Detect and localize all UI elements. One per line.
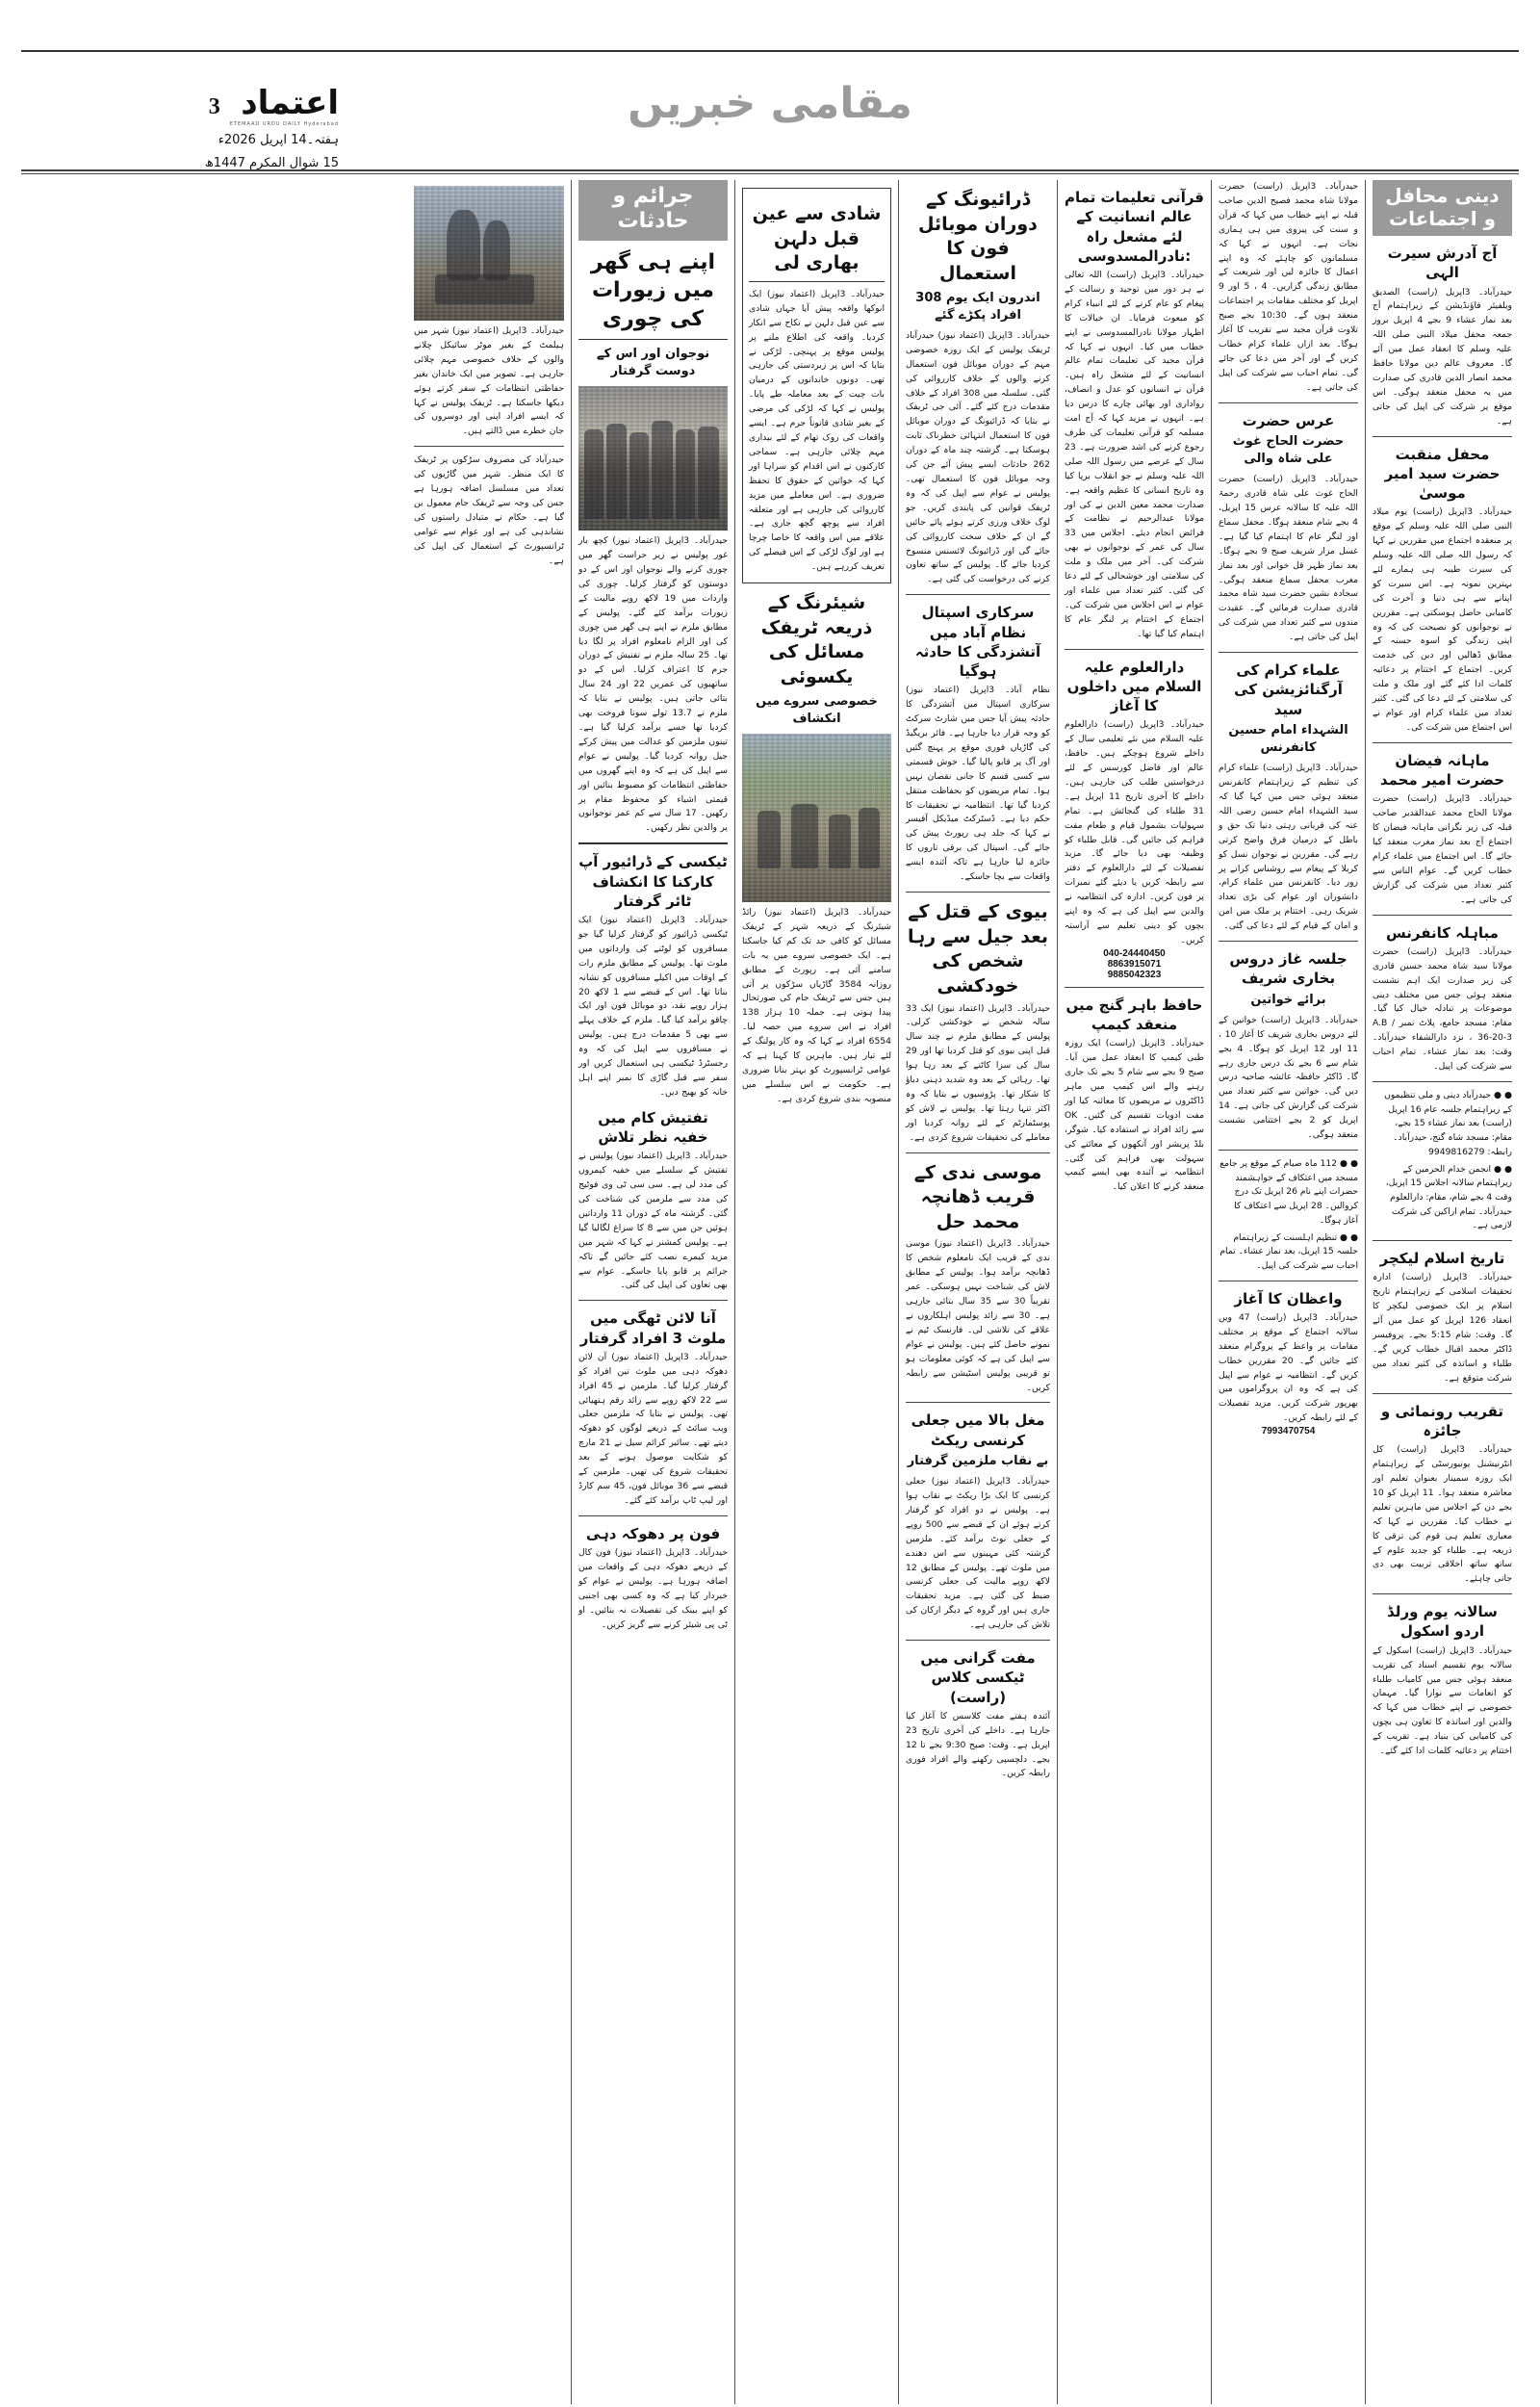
article-body: حیدرآباد۔ 3اپریل (راست) یوم میلاد النبی صلی اللہ علیہ وسلم کے موقع پر منعقدہ اجتماع میں مقررین نے کہا کہ رسول اللہ صلی اللہ علیہ وسلم کی سیرت طیبہ ہی ہمارے لئے بہترین نمونہ ہے۔ اس سیرت کو اپنانے سے ہی دنیا و آخرت کی کامیابی حاصل ہوسکتی ہے۔ مقررین نے نوجوانوں کو نصیحت کی کہ وہ اپنی زندگی کو اسوہ حسنہ کے مطابق ڈھالیں اور دین کی خدمت کریں۔ اجتماع کے اختتام پر دعائیہ کلمات ادا کئے گئے اور ملک و ملت کی سلامتی کے لئے دعا کی گئی۔ کثیر تعداد میں علماء کرام اور عوام نے اس اجتماع میں شرکت کی۔	[1373, 506, 1513, 733]
subheadline: بے نقاب ملزمین گرفتار	[907, 1453, 1049, 1468]
article-photo-traffic	[742, 734, 891, 902]
article-body: حیدرآباد۔ 3اپریل (اعتماد نیوز) جعلی کرنسی کا ایک بڑا ریکٹ بے نقاب ہوا ہے۔ پولیس نے دو افراد کو گرفتار کرتے ہوئے ان کے قبضے سے 500 روپے کے جعلی نوٹ برآمد کئے۔ ملزمین گزشتہ کئی مہینوں سے اس دھندے میں ملوث تھے۔ پولیس کے مطابق 12 لاکھ روپے مالیت کی جعلی کرنسی ضبط کی گئی ہے۔ مزید تحقیقات جاری ہیں اور گروہ کے دیگر ارکان کی تلاش کی جارہی ہے۔	[906, 1476, 1050, 1631]
article-photo-motorbike	[414, 186, 564, 321]
article-body: حیدرآباد۔ 3اپریل (اعتماد نیوز) فون کال کے ذریعے دھوکہ دہی کے واقعات میں اضافہ ہورہا ہے۔ پولیس نے عوام کو خبردار کیا ہے کہ وہ کسی بھی اجنبی کو اپنے بینک کی تفصیلات نہ بتائیں۔ او ٹی پی شیئر کرنے سے گریز کریں۔	[578, 1547, 728, 1630]
headline-rule	[749, 281, 885, 282]
divider	[1373, 1081, 1512, 1082]
photo-figure	[829, 815, 851, 868]
divider	[578, 1515, 728, 1516]
headline: شادی سے عین قبل دلہن بھاری لی	[752, 203, 882, 274]
article-body: حیدرآباد۔ 3اپریل (اعتماد نیوز) کچھ بار غور پولیس نے زیر حراست گھر میں چوری کرنے والے نوجوان اور اس کے دو دوستوں کو گرفتار کرلیا۔ چوری کی واردات میں 19 لاکھ روپے مالیت کے زیورات برآمد کئے گئے۔ پولیس کے مطابق ملزم نے اپنے ہی گھر میں چوری کی اور الزام نامعلوم افراد پر لگا دیا تھا۔ 25 سالہ ملزم نے تفتیش کے دوران جرم کا اعتراف کرلیا۔ اس کے دو ساتھیوں کی عمریں 22 اور 24 سال بتائی جاتی ہیں۔ پولیس نے بتایا کہ ملزم نے 13.7 تولے سونا فروخت بھی کردیا تھا جسے برآمد کرلیا گیا ہے۔ تینوں ملزمین کو عدالت میں پیش کرکے جیل روانہ کردیا گیا۔ پولیس نے عوام سے اپیل کی ہے کہ وہ اپنے گھروں میں حفاظتی انتظامات کو مضبوط بنائیں اور قیمتی اشیاء کو محفوظ مقام پر رکھیں۔ 17 سال سے کم عمر نوجوانوں پر والدین نظر رکھیں۔	[578, 535, 729, 834]
contact-phone: 7993470754	[1261, 1426, 1316, 1437]
headline: قرآنی تعلیمات تمام عالم انسانیت کے لئے مشعل راہ :نادرالمسدوسی	[1065, 189, 1204, 265]
date-hijri: 15 شوال المکرم 1447ھ	[204, 155, 339, 170]
divider	[1373, 1393, 1512, 1394]
article-body: حیدرآباد۔ 3اپریل (راست) اللہ تعالی نے ہر دور میں توحید و رسالت کے پیغام کو عام کرنے کے لئے انبیاء کرام کو مبعوث فرمایا۔ ان خیالات کا اظہار مولانا نادرالمسدوسی نے اپنے خطاب میں کیا۔ انہوں نے کہا کہ قرآن مجید کی تعلیمات تمام عالم انسانیت کے لئے مشعل راہ ہیں۔ قرآن نے انسانوں کو عدل و انصاف، رواداری اور بھائی چارے کا درس دیا ہے۔ انہوں نے مزید کہا کہ آج امت مسلمہ کو قرآنی تعلیمات کی طرف رجوع کرنے کی اشد ضرورت ہے۔ 23 سال کے عرصے میں رسول اللہ صلی اللہ علیہ وسلم نے جو انقلاب برپا کیا وہ تاریخ انسانی کا عظیم واقعہ ہے۔ صدارت محمد معین الدین نے کی اور مولانا عبدالرحیم نے نظامت کے فرائض انجام دیئے۔ اجلاس میں 33 سال کی عمر کے نوجوانوں نے بھی شرکت کی۔ آخر میں ملک و ملت کی سلامتی اور خوشحالی کے لئے دعا کی گئی۔ کثیر تعداد میں علماء اور عوام نے اس اجلاس میں شرکت کی۔ اجتماع کے اختتام پر لنگر عام کا اہتمام کیا گیا تھا۔	[1065, 270, 1205, 639]
page-number: 3	[208, 94, 220, 119]
divider	[414, 446, 564, 447]
column-crime-2	[734, 180, 898, 2404]
article-body: حیدرآباد۔ 3اپریل (راست) خواتین کے لئے دروس بخاری شریف کا آغاز 10 ، 11 اور 12 اپریل کو ہوگا۔ 4 بجے شام سے 6 بجے تک درس جاری رہے گا۔ ڈاکٹر حافظہ عائشہ صاحبہ درس دیں گی۔ خواتین سے کثیر تعداد میں شرکت کی گزارش کی جاتی ہے۔ 14 اپریل کو 2 بجے اختتامی نشست منعقد ہوگی۔	[1219, 1014, 1358, 1141]
headline: مباہلہ کانفرنس	[1386, 923, 1499, 942]
headline: ڈرائیونگ کے دوران موبائل فون کا استعمال	[918, 189, 1038, 284]
photo-figure-bike	[435, 274, 534, 304]
headline-rule	[578, 339, 728, 340]
divider	[1373, 1240, 1512, 1241]
subheadline: اندرون ایک یوم 308 افراد پکڑے گئے	[915, 290, 1040, 323]
headline: جلسہ غاز دروس بخاری شریف	[1229, 950, 1348, 988]
divider	[1373, 1593, 1512, 1594]
section-header-religious: دینی محافل و اجتماعات	[1373, 180, 1512, 236]
article-body: آئندہ ہفتے مفت کلاسس کا آغاز کیا جارہا ہے۔ داخلے کی آخری تاریخ 23 اپریل ہے۔ وقت: صبح 9:30 بجے تا 12 بجے۔ دلچسپی رکھنے والے افراد فوری رابطہ کریں۔	[906, 1710, 1050, 1779]
article-body: نظام آباد۔ 3اپریل (اعتماد نیوز) سرکاری اسپتال میں آتشزدگی کا حادثہ پیش آیا جس میں شارٹ سرکٹ کو وجہ قرار دیا جارہا ہے۔ فائر بریگیڈ کی گاڑیاں فوری موقع پر پہنچ گئیں اور آگ پر قابو پالیا گیا۔ خوش قسمتی سے کسی قسم کا جانی نقصان نہیں ہوا۔ تمام مریضوں کو بحفاظت منتقل کردیا گیا تھا۔ انتظامیہ نے تحقیقات کا حکم دیا ہے۔ ڈسٹرکٹ میڈیکل آفیسر نے کہا کہ جلد ہی رپورٹ پیش کی جائے گی۔ اسپتال کی برقی تاروں کا جائزہ لیا جارہا ہے تاکہ آئندہ ایسے واقعات سے بچا جاسکے۔	[906, 685, 1050, 883]
headline: حافظ باہر گنج میں منعقد کیمپ	[1065, 996, 1203, 1034]
photo-figure	[676, 429, 695, 519]
masthead	[21, 50, 1519, 170]
photo-figure	[652, 421, 673, 519]
photo-figure	[629, 432, 649, 519]
notices-list	[1373, 1089, 1512, 1233]
section-header-crime: جرائم و حادثات	[578, 180, 728, 241]
divider	[578, 1300, 728, 1301]
divider	[906, 1640, 1050, 1641]
divider	[1065, 987, 1204, 988]
divider	[906, 594, 1050, 595]
photo-figure	[606, 424, 626, 519]
article-body: حیدرآباد۔ 3اپریل (اعتماد نیوز) حیدرآباد ٹریفک پولیس کے ایک روزہ خصوصی مہم کے دوران موبائل فون استعمال کرنے والوں کے خلاف کارروائی کی گئی۔ سلسلہ میں 308 افراد کے خلاف مقدمات درج کئے گئے۔ آئی جی ٹریفک نے بتایا کہ ڈرائیونگ کے دوران موبائل فون کا استعمال انتہائی خطرناک ثابت ہوسکتا ہے۔ گزشتہ چند ماہ کے دوران 262 حادثات ایسے پیش آئے جن کی وجہ موبائل فون کا استعمال تھی۔ پولیس نے عوام سے اپیل کی کہ وہ ٹریفک قوانین کی پابندی کریں۔ جو لوگ خلاف ورزی کرتے ہوئے پائے جائیں گے ان کے خلاف سخت کارروائی کی جائے گی اور ڈرائیونگ لائسنس منسوخ کردیا جائے گا۔ پولیس کے ساتھ تعاون کرنے کی درخواست کی گئی ہے۔	[906, 329, 1051, 585]
headline: مغل بالا میں جعلی کرنسی ریکٹ	[911, 1411, 1045, 1449]
divider	[1065, 649, 1204, 650]
article-body: حیدرآباد۔ 3اپریل (راست) ایک روزہ طبی کیمپ کا انعقاد عمل میں آیا۔ صبح 9 بجے سے شام 5 بجے تک جاری رہنے والے اس کیمپ میں ماہر ڈاکٹروں نے مریضوں کا معائنہ کیا اور مفت ادویات تقسیم کی گئیں۔ OK سے زائد افراد نے استفادہ کیا۔ شوگر، بلڈ پریشر اور آنکھوں کے معائنے کی سہولت بھی فراہم کی گئی۔ انتظامیہ نے آئندہ بھی ایسے کیمپ منعقد کرنے کا اعلان کیا۔	[1065, 1038, 1205, 1193]
column-religious-3	[1057, 180, 1211, 2404]
headline: بیوی کے قتل کے بعد جیل سے رہا شخص کی خودکشی	[907, 900, 1049, 996]
subheadline: برائے خواتین	[1250, 992, 1326, 1007]
divider	[906, 1402, 1050, 1403]
article-body: حیدرآباد۔ 3اپریل (راست) کل انٹرنیشنل یونیورسٹی کے زیراہتمام ایک روزہ سمینار بعنوان تعلیم اور معاشرہ منعقد ہوا۔ 11 اپریل کو 10 بجے دن کے اجلاس میں ماہرین تعلیم نے خطاب کیا۔ مقررین نے کہا کہ معیاری تعلیم ہی قوم کی ترقی کا ذریعہ ہے۔ طلباء کو جدید علوم کے ساتھ ساتھ اخلاقی تربیت بھی دی جانی چاہئے۔	[1373, 1444, 1512, 1585]
paper-logo: اعتماد ETEMAAD URDU DAILY Hyderabad	[229, 84, 339, 127]
article-body: حیدرآباد۔ 3اپریل (اعتماد نیوز) ایک ٹیکسی ڈرائیور کو گرفتار کرلیا گیا جو مسافروں کو لوٹنے کی وارداتوں میں ملوث تھا۔ پولیس کے مطابق ملزم رات کے اوقات میں اکیلے مسافروں کو نشانہ بناتا تھا۔ اس کے قبضے سے 1 لاکھ 20 ہزار روپے نقد، دو موبائل فون اور ایک چاقو برآمد کیا گیا۔ ملزم کے خلاف پہلے سے بھی 5 مقدمات درج ہیں۔ پولیس نے مسافروں سے اپیل کی کہ وہ رجسٹرڈ ٹیکسی ہی استعمال کریں اور سفر سے قبل گاڑی کا نمبر اپنے اہل خانہ کو بھیج دیں۔	[578, 915, 729, 1098]
headline: ٹیکسی کے ڈرائیور آپ کارکنا کا انکشاف ٹائر گرفتار	[578, 853, 728, 910]
photo-figure	[791, 804, 818, 868]
headline: محفل منقبت حضرت سید امیر موسیٰ	[1384, 445, 1501, 503]
headline: سالانہ یوم ورلڈ اردو اسکول	[1387, 1603, 1498, 1641]
paper-logo-subtitle: ETEMAAD URDU DAILY Hyderabad	[229, 121, 339, 127]
headline: دارالعلوم علیہ السلام میں داخلوں کا آغاز	[1066, 658, 1202, 715]
divider	[906, 1152, 1050, 1153]
lead-headline: اپنے ہی گھر میں زیورات کی چوری	[590, 249, 716, 332]
column-crime-3	[571, 180, 734, 2404]
headline: عرس حضرت	[1242, 411, 1335, 429]
subheadline: الشہداء امام حسین کانفرنس	[1228, 722, 1348, 756]
photo-figure-passenger	[483, 220, 510, 280]
column-crime-1	[898, 180, 1057, 2404]
headline: فون پر دھوکہ دہی	[585, 1524, 721, 1542]
article-body: حیدرآباد۔ 3اپریل (راست) علماء کرام کی تنظیم کے زیراہتمام کانفرنس منعقد ہوئی جس میں کہا گیا کہ سید الشہداء امام حسین رضی اللہ عنہ کی قربانی رہتی دنیا تک حق و باطل کے درمیان فرق واضح کرتی رہے گی۔ مقررین نے نوجوان نسل کو کربلا کے پیغام سے روشناس کرانے پر زور دیا۔ کانفرنس میں علماء کرام، دانشوران اور عوام کی بڑی تعداد شریک رہی۔ اختتام پر ملک میں امن و امان کے قیام کے لئے دعا کی گئی۔	[1219, 763, 1358, 932]
article-body: حیدرآباد۔ 3اپریل (راست) حضرت مولانا شاہ محمد فصیح الدین صاحب قبلہ نے اپنے خطاب میں کہا کہ قرآن و سنت کی پیروی میں ہی ہماری نجات ہے۔ انہوں نے کہا کہ مسلمانوں کو چاہئے کہ وہ اپنے اعمال کا جائزہ لیں اور شریعت کے مطابق زندگی گزاریں۔ 4 ، 5 اور 9 اپریل کو مختلف مقامات پر اجتماعات منعقد ہوں گے۔ 10:30 بجے صبح تلاوت قرآن مجید سے تقریب کا آغاز ہوگا۔ بعد ازاں علماء کرام خطاب کریں گے اور آخر میں دعا کی جائے گی۔ تمام احباب سے شرکت کی اپیل کی جاتی ہے۔	[1219, 181, 1358, 393]
headline: شیئرنگ کے ذریعہ ٹریفک مسائل کی یکسوئی	[760, 592, 873, 687]
article-body: حیدرآباد۔ 3اپریل (راست) الصدیق ویلفیئر فاؤنڈیشن کے زیراہتمام آج بعد نماز عشاء 9 بجے 4 اپریل بروز جمعہ محفل میلاد النبی صلی اللہ علیہ وسلم کا انعقاد عمل میں آئے گا۔ معروف عالم دین مولانا حافظ محمد انصار الدین قادری کی صدارت میں یہ محفل منعقد ہوگی۔ اس موقع پر شرکت کی اپیل کی جاتی ہے۔	[1373, 286, 1512, 427]
masthead-rule-2	[21, 173, 1519, 174]
headline: سرکاری اسپتال نظام آباد میں آتشزدگی کا حادثہ ہوگیا	[914, 604, 1041, 680]
divider	[1219, 941, 1358, 942]
headline: واعظان کا آغاز	[1234, 1289, 1343, 1307]
photo-figure	[584, 429, 603, 519]
photo-figure	[757, 811, 782, 868]
headline: ماہانہ فیضان حضرت امیر محمد	[1379, 751, 1505, 789]
divider	[578, 842, 728, 844]
article-body: حیدرآباد۔ 3اپریل (راست) حضرت مولانا الحاج محمد عبدالقدیر صاحب قبلہ کی زیر نگرانی ماہانہ فیضان کا اجتماع آج بعد نماز مغرب منعقد کیا جائے گا۔ اس اجتماع میں علماء کرام خطاب کریں گے۔ عوام الناس سے کثیر تعداد میں شرکت کی گزارش کی جاتی ہے۔	[1373, 793, 1512, 905]
article-body: حیدرآباد۔ 3اپریل (اعتماد نیوز) موسی ندی کے قریب ایک نامعلوم شخص کا ڈھانچہ برآمد ہوا۔ پولیس کے مطابق لاش کی شناخت نہیں ہوسکی۔ عمر تقریباً 30 سے 35 سال بتائی جارہی ہے۔ 30 سے زائد پولیس اہلکاروں نے علاقے کی تلاشی لی۔ فارنسک ٹیم نے نمونے حاصل کئے ہیں۔ پولیس نے عوام سے اپیل کی ہے کہ کوئی معلومات ہو تو قریبی پولیس اسٹیشن سے رابطہ کریں۔	[906, 1238, 1051, 1393]
subheadline: حضرت الحاج غوث علی شاہ والی	[1232, 433, 1345, 467]
article-body: حیدرآباد۔ 3اپریل (اعتماد نیوز) ایک 33 سالہ شخص نے خودکشی کرلی۔ پولیس کے مطابق ملزم نے چند سال قبل اپنی بیوی کو قتل کردیا تھا اور 29 سال کی سزا کاٹنے کے بعد رہا ہوا تھا۔ رہائی کے بعد وہ شدید ذہنی دباؤ کا شکار تھا۔ پڑوسیوں نے بتایا کہ وہ اکثر تنہا رہتا تھا۔ پولیس نے لاش کو پوسٹمارٹم کے لئے روانہ کردیا اور معاملے کی تحقیقات شروع کردی ہے۔	[906, 1002, 1051, 1143]
divider	[1219, 1150, 1358, 1151]
article-body: حیدرآباد۔ 3اپریل (راست) 47 ویں سالانہ اجتماع کے موقع پر مختلف مقامات پر واعظ کے پروگرام منعقد کئے جائیں گے۔ 20 مقررین خطاب کریں گے۔ انتظامیہ نے عوام سے اپیل کی ہے کہ وہ ان پروگراموں میں بھرپور شرکت کریں۔ مزید تفصیلات کے لئے رابطہ کریں۔	[1219, 1311, 1358, 1424]
headline: تقریب رونمائی و جائزہ	[1380, 1402, 1504, 1439]
sub-headline-2: تفتیش کام میں خفیہ نظر تلاش	[598, 1108, 708, 1147]
photo-figure	[698, 427, 719, 519]
notice-item: ● ● حیدرآباد دینی و ملی تنظیموں کے زیراہتمام جلسہ عام 16 اپریل (راست) بعد نماز عشاء 15 بجے، مقام: مسجد شاہ گنج، حیدرآباد۔ رابطہ: 9949816279	[1384, 1089, 1512, 1157]
divider	[906, 892, 1050, 893]
column-crime-4	[407, 180, 571, 2404]
divider	[1219, 652, 1358, 653]
lead-subheadline: نوجوان اور اس کے دوست گرفتار	[596, 346, 710, 379]
divider	[1373, 436, 1512, 437]
article-body: حیدرآباد۔ 3اپریل (اعتماد نیوز) پولیس نے تفتیش کے سلسلے میں خفیہ کیمروں کی مدد لی ہے۔ سی سی ٹی وی فوٹیج کی مدد سے ملزمین کی شناخت کی گئی۔ گزشتہ ماہ کے دوران 11 وارداتیں ہوئیں جن میں سے 8 کا سراغ لگالیا گیا ہے۔ پولیس کمشنر نے کہا کہ شہر میں مزید کیمرے نصب کئے جائیں گے تاکہ جرائم پر قابو پایا جاسکے۔ عوام سے بھی تعاون کی اپیل کی گئی۔	[578, 1151, 728, 1291]
headline: مفت گرانی میں ٹیکسی کلاس (راست)	[920, 1649, 1036, 1706]
divider	[1373, 742, 1512, 743]
content-grid	[21, 180, 1519, 2404]
article-body: حیدرآباد۔ 3اپریل (اعتماد نیوز) رائڈ شیئرنگ کے ذریعہ شہر کے ٹریفک مسائل کو کافی حد تک کم کیا جاسکتا ہے۔ ایک خصوصی سروے میں یہ بات سامنے آئی ہے۔ رپورٹ کے مطابق روزانہ 3584 گاڑیاں سڑکوں پر آتی ہیں جس سے ٹریفک جام کی صورتحال پیدا ہوتی ہے۔ جملہ 10 ہزار 138 افراد نے اس سروے میں حصہ لیا۔ 6554 افراد نے کہا کہ وہ کار پولنگ کے لئے تیار ہیں۔ ماہرین کا کہنا ہے کہ عوامی ٹرانسپورٹ کو بہتر بنانا ضروری ہے۔ حکومت نے اس سلسلے میں منصوبہ بندی شروع کردی ہے۔	[742, 906, 892, 1104]
notice-item: ● ● 112 ماہ صیام کے موقع پر جامع مسجد میں اعتکاف کے خواہشمند حضرات اپنے نام 26 اپریل تک درج کروالیں۔ 28 اپریل سے اعتکاف کا آغاز ہوگا۔	[1219, 1157, 1358, 1226]
notice-item: ● ● تنظیم اہلسنت کے زیراہتمام جلسہ 15 اپریل، بعد نماز عشاء۔ تمام احباب سے شرکت کی اپیل۔	[1219, 1231, 1358, 1271]
article-body: حیدرآباد۔ 3اپریل (اعتماد نیوز) آن لائن دھوکہ دہی میں ملوث تین افراد کو گرفتار کرلیا گیا۔ ملزمین نے 45 افراد سے 22 لاکھ روپے سے زائد رقم ہتھیائی تھی۔ پولیس نے بتایا کہ ملزمین جعلی ویب سائٹ کے ذریعے لوگوں کو دھوکہ دیتے تھے۔ سائبر کرائم سیل نے 21 مارچ کو شکایت موصول ہونے کے بعد تحقیقات شروع کی تھیں۔ ملزمین کے قبضے سے 36 موبائل فون، 45 سم کارڈ اور لیپ ٹاپ برآمد کئے گئے۔	[578, 1351, 729, 1506]
contact-phone: 8863915071	[1107, 958, 1162, 970]
photo-figure	[859, 808, 880, 868]
article-body: حیدرآباد کی مصروف سڑکوں پر ٹریفک کا ایک منظر۔ شہر میں گاڑیوں کی تعداد میں مسلسل اضافہ ہورہا ہے جس کی وجہ سے ٹریفک جام معمول بن گیا ہے۔ حکام نے متبادل راستوں کی نشاندہی کی ہے اور عوام سے عوامی ٹرانسپورٹ کے استعمال کی اپیل کی ہے۔	[414, 454, 564, 566]
masthead-top-rule	[21, 50, 1519, 52]
headline: موسی ندی کے قریب ڈھانچہ محمد حل	[913, 1161, 1042, 1232]
headline: آنا لائن ٹھگی میں ملوث 3 افراد گرفتار	[579, 1309, 727, 1347]
date-gregorian: ہفتہ۔14 اپریل 2026ء	[218, 133, 339, 147]
article-photo-police	[578, 386, 728, 531]
article-body: حیدرآباد۔ 3اپریل (اعتماد نیوز) شہر میں ہیلمٹ کے بغیر موٹر سائیکل چلانے والوں کے خلاف خصوصی مہم چلائی جارہی ہے۔ تصویر میں ایک خاندان بغیر حفاظتی انتظامات کے سفر کرتے ہوئے دیکھا جاسکتا ہے۔ ٹریفک پولیس نے کہا کہ ایسے افراد اپنی اور دوسروں کی جان خطرے میں ڈالتے ہیں۔	[414, 325, 565, 437]
article-body: حیدرآباد۔ 3اپریل (اعتماد نیوز) ایک انوکھا واقعہ پیش آیا جہاں شادی سے عین قبل دلہن نے نکاح سے انکار کردیا۔ واقعہ کی اطلاع ملنے پر پولیس موقع پر پہنچی۔ لڑکی نے بتایا کہ اس پر زبردستی کی جارہی تھی۔ دونوں خاندانوں کے درمیان بات چیت کے بعد معاملہ طے پایا۔ پولیس نے کہا کہ لڑکی کی مرضی کے بغیر شادی قانوناً جرم ہے۔ ایسے واقعات کی روک تھام کے لئے بیداری مہم چلائی جارہی ہے۔ سماجی کارکنوں نے اس اقدام کو سراہا اور کہا کہ خواتین کے حقوق کا تحفظ ضروری ہے۔ اس معاملے میں مزید کارروائی کی جارہی ہے اور متعلقہ افراد سے پوچھ گچھ جاری ہے۔ علاقے میں اس واقعہ کا خاصا چرچا ہے اور لوگ لڑکی کے اس فیصلے کی تعریف کررہے ہیں۔	[749, 288, 886, 573]
notice-item: ● ● انجمن خدام الحرمین کے زیراہتمام سالانہ اجلاس 15 اپریل، وقت 4 بجے شام، مقام: دارالعلوم حیدرآباد۔ تمام اراکین کی شرکت لازمی ہے۔	[1385, 1163, 1512, 1231]
headline: تاریخ اسلام لیکچر	[1379, 1250, 1505, 1268]
contact-phone: 040-24440450	[1103, 947, 1166, 959]
column-religious-2	[1211, 180, 1365, 2404]
subheadline: خصوصی سروے میں انکشاف	[756, 693, 878, 726]
contact-phone: 9885042323	[1107, 969, 1162, 980]
divider	[1373, 915, 1512, 916]
boxed-story	[742, 188, 891, 583]
photo-figure-rider	[447, 210, 479, 280]
divider	[1219, 402, 1358, 403]
notices-list	[1219, 1157, 1358, 1274]
column-religious-1	[1365, 180, 1519, 2404]
article-body: حیدرآباد۔ 3اپریل (راست) ادارہ تحقیقات اسلامی کے زیراہتمام تاریخ اسلام پر ایک خصوصی لیکچر کا انعقاد 126 اپریل کو عمل میں آئے گا۔ وقت: شام 5:15 بجے۔ پروفیسر ڈاکٹر محمد اقبال خطاب کریں گے۔ طلباء و اساتذہ کی کثیر تعداد میں شرکت متوقع ہے۔	[1373, 1272, 1512, 1384]
article-body: حیدرآباد۔ 3اپریل (راست) اسکول کے سالانہ یوم تقسیم اسناد کی تقریب منعقد ہوئی جس میں کامیاب طلباء کو انعامات سے نوازا گیا۔ مہمان خصوصی نے اپنے خطاب میں کہا کہ والدین اور اساتذہ کا تعاون ہی بچوں کی کامیابی کی بنیاد ہے۔ تقریب کے اختتام پر دعائیہ کلمات ادا کئے گئے۔	[1373, 1644, 1513, 1757]
article-body: حیدرآباد۔ 3اپریل (راست) دارالعلوم علیہ السلام میں نئے تعلیمی سال کے داخلے شروع ہوچکے ہیں۔ حافظ، عالم اور فاضل کورسس کے لئے درخواستیں طلب کی جارہی ہیں۔ داخلے کا آخری تاریخ 11 اپریل ہے۔ 31 طلباء کی گنجائش ہے۔ تمام سہولیات بشمول قیام و طعام مفت فراہم کی جائیں گی۔ قابل طلباء کو وظیفہ بھی دیا جائے گا۔ مزید تفصیلات کے لئے دارالعلوم کے دفتر سے رابطہ کریں یا دیئے گئے نمبرات پر فون کریں۔ ادارہ کی انتظامیہ نے والدین سے اپیل کی ہے کہ وہ اپنے بچوں کو دینی تعلیم سے آراستہ کریں۔	[1065, 719, 1204, 945]
headline: آج آدرش سیرت الہی	[1387, 245, 1498, 282]
article-body: حیدرآباد۔ 3اپریل (راست) حضرت مولانا سید شاہ محمد حسین قادری کی زیر صدارت ایک اہم نشست منعقد ہوئی جس میں مختلف دینی موضوعات پر تبادلہ خیال کیا گیا۔ مقام: مسجد جامع، پلاٹ نمبر A.B / 36-20-3 ، نزد دارالشفاء حیدرآباد۔ وقت: بعد نماز عشاء۔ تمام احباب سے شرکت کی اپیل۔	[1373, 945, 1512, 1073]
page-title: مقامی خبریں	[628, 79, 912, 128]
headline: علماء کرام کی آرگنائزیشن کی سید	[1234, 661, 1343, 718]
article-body: حیدرآباد۔ 3اپریل (راست) حضرت الحاج غوث علی شاہ قادری رحمۃ اللہ علیہ کا سالانہ عرس 15 اپریل، 4 بجے شام منعقد ہوگا۔ محفل سماع اور لنگر عام کا اہتمام کیا گیا ہے۔ غسل مزار شریف صبح 9 بجے ہوگا۔ بعد نماز ظہر قل خوانی اور بعد نماز مغرب محفل سماع منعقد ہوگی۔ سجادہ نشین حضرت سید شاہ محمد قادری صدارت فرمائیں گے۔ عقیدت مندوں سے کثیر تعداد میں شرکت کی اپیل کی جاتی ہے۔	[1219, 474, 1358, 643]
